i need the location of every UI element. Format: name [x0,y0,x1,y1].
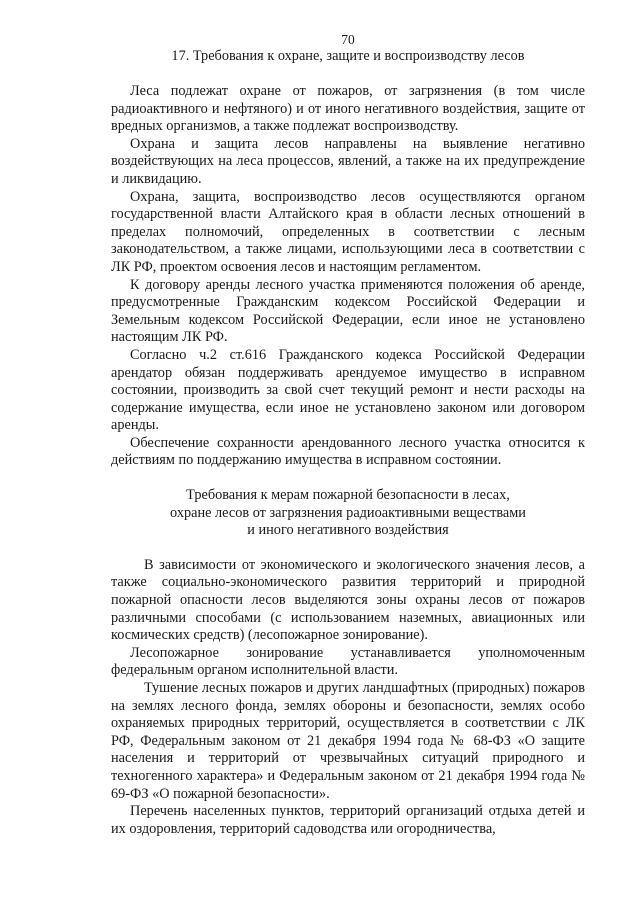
paragraph: В зависимости от экономического и экологического значения лесов, а также социально-экономического развития территорий и природной пожарной опасности лесов выделяются зоны охраны лесов от пожаров различными способами (с использованием наземных, авиационных или космических средств) (лесопожарное зонирование). [111,556,585,644]
subsection-title-line: и иного негативного воздействия [247,522,449,539]
paragraph: Лесопожарное зонирование устанавливается уполномоченным федеральным органом исполнительной власти. [111,644,585,679]
paragraph: Охрана, защита, воспроизводство лесов осуществляются органом государственной власти Алтайского края в области лесных отношений в пределах полномочий, определенных в соответствии с лесным законодательством, а также лицами, использующими леса в соответствии с ЛК РФ, проектом освоения лесов и настоящим регламентом. [111,188,585,275]
subsection-title-line: охране лесов от загрязнения радиоактивными веществами [170,504,526,521]
paragraph: Тушение лесных пожаров и других ландшафтных (природных) пожаров на землях лесного фонда, землях обороны и безопасности, землях особо охраняемых природных территорий, осуществляется в соответствии с ЛК РФ, Федеральным законом от 21 декабря 1994 года № 68-ФЗ «О защите населения и территорий от чрезвычайных ситуаций природного и техногенного характера» и Федеральным законом от 21 декабря 1994 года № 69-ФЗ «О пожарной безопасности». [111,680,585,802]
paragraph: Охрана и защита лесов направлены на выявление негативно воздействующих на леса процессов, явлений, а также на их предупреждение и ликвидацию. [111,135,585,187]
page-number: 70 [341,32,355,47]
document-page [111,32,585,838]
subsection-title [111,487,585,540]
paragraph: К договору аренды лесного участка применяются положения об аренде, предусмотренные Гражданским кодексом Российской Федерации и Земельным кодексом Российской Федерации, если иное не установлено настоящим ЛК РФ. [111,276,585,346]
section-title: 17. Требования к охране, защите и воспроизводству лесов [171,48,525,64]
paragraph: Перечень населенных пунктов, территорий организаций отдыха детей и их оздоровления, территорий садоводства или огородничества, [111,803,585,837]
paragraph: Обеспечение сохранности арендованного лесного участка относится к действиям по поддержанию имущества в исправном состоянии. [111,434,585,469]
subsection-title-line: Требования к мерам пожарной безопасности в лесах, [186,487,510,504]
paragraph: Согласно ч.2 ст.616 Гражданского кодекса Российской Федерации арендатор обязан поддерживать арендуемое имущество в исправном состоянии, производить за свой счет текущий ремонт и нести расходы на содержание имущества, если иное не установлено законом или договором аренды. [111,346,585,434]
paragraph: Леса подлежат охране от пожаров, от загрязнения (в том числе радиоактивного и нефтяного) и от иного негативного воздействия, защите от вредных организмов, а также подлежат воспроизводству. [111,83,585,135]
